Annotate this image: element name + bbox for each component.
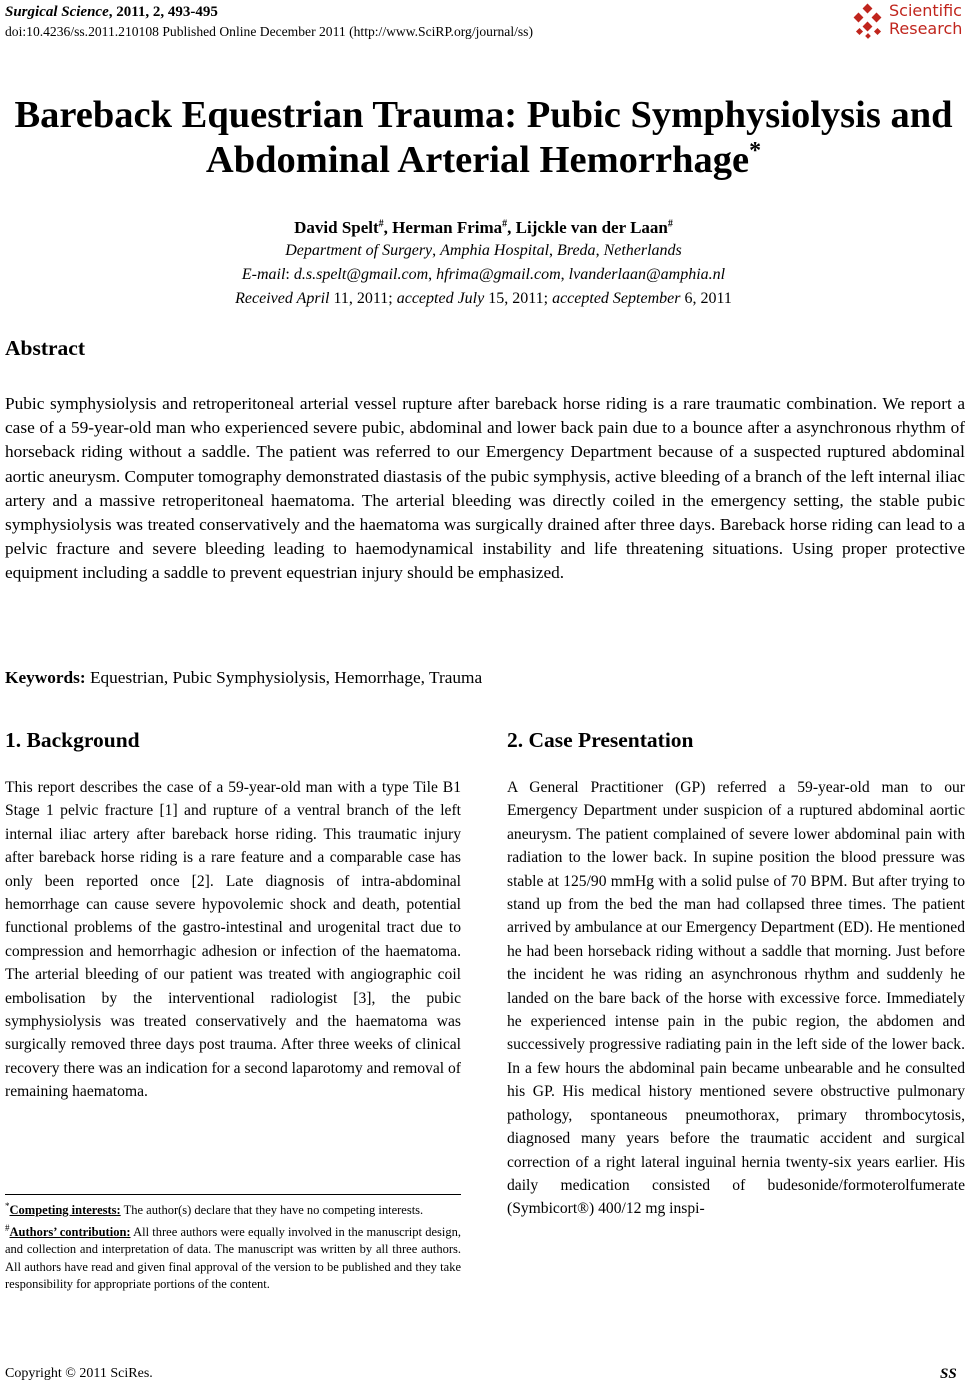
abstract-text: Pubic symphysiolysis and retroperitoneal arterial vessel rupture after bareback horse riding is a rare traumatic combination. We report a case of a 59-year-old man who experienced severe pubic, abdominal and lower back pain due to a bounce after a asynchronous rhythm of horseback riding without a saddle. The patient was referred to our Emergency Department because of a suspected ruptured abdominal aortic aneurysm. Computer tomography demonstrated diastasis of the pubic symphysis, active bleeding of a branch of the left internal iliac artery and a massive retroperitoneal haematoma. The arterial bleeding was directly coiled in the emergency setting, the stable pubic symphysiolysis was treated conservatively and the haematoma was surgically drained after three days. Bareback horse riding can lead to a pelvic fracture and severe bleeding leading to haemodynamical instability and life threatening situations. Using proper protective equipment including a saddle to prevent equestrian injury should be emphasized. xyxy=(5,394,965,583)
paper-title xyxy=(0,93,967,183)
email-line xyxy=(0,266,967,284)
footnote-label: Authors’ contribution: xyxy=(9,1224,131,1239)
footnotes xyxy=(5,1198,461,1293)
email-address[interactable]: lvanderlaan@amphia.nl xyxy=(568,266,726,283)
email-separator: , xyxy=(560,266,569,283)
doi-line: doi:10.4236/ss.2011.210108 Published Online December 2011 (http://www.SciRP.org/journal/ss) xyxy=(5,24,533,39)
publisher-logo xyxy=(849,2,964,42)
keywords-line xyxy=(5,668,482,688)
publisher-name-line2: Research xyxy=(889,19,963,38)
email-label: E-mail xyxy=(241,266,286,283)
title-line2 xyxy=(0,138,967,183)
journal-issue: , 2011, 2, 493-495 xyxy=(108,4,218,20)
keywords-label: Keywords: xyxy=(5,668,86,687)
footnote-divider xyxy=(5,1194,461,1195)
email-colon: : xyxy=(285,266,294,283)
email-separator: , xyxy=(428,266,437,283)
affiliation-dept: Department of Surgery xyxy=(285,242,433,259)
accepted-date: 15, 2011; xyxy=(484,290,553,307)
accepted2-date: 6, 2011 xyxy=(680,290,732,307)
author-mark: # xyxy=(378,218,384,230)
email-address[interactable]: hfrima@gmail.com xyxy=(436,266,561,283)
accepted2-label: accepted September xyxy=(552,290,681,307)
title-line2-text: Abdominal Arterial Hemorrhage xyxy=(205,139,750,181)
received-date: 11, 2011; xyxy=(329,290,397,307)
author-separator: , xyxy=(383,218,393,237)
publisher-logo-icon xyxy=(849,3,887,41)
abstract-heading: Abstract xyxy=(5,336,86,360)
author-name: Herman Frima xyxy=(392,218,503,237)
affiliation-separator: , xyxy=(549,242,558,259)
affiliation-separator: , xyxy=(432,242,441,259)
affiliation-hospital: Amphia Hospital xyxy=(440,242,550,259)
author-mark: # xyxy=(502,218,508,230)
background-text: This report describes the case of a 59-year-old man with a type Tile B1 Stage 1 pelvic fracture [1] and rupture of a ventral branch of the left internal iliac artery after bareback horse riding. This traumatic injury after bareback horse riding is a rare feature and a comparable case has only been reported once [2]. Late diagnosis of intra-abdominal hemorrhage can cause severe hypovolemic shock and death, potential functional problems of the gastro-intestinal and urogenital tract due to compression and hemorrhagic adhesion or infection of the haematoma. The arterial bleeding of our patient was treated with angiographic coil embolisation by the interventional radiologist [3], the pubic symphysiolysis was treated conservatively and the haematoma was surgically removed three days post trauma. After three weeks of clinical recovery there was an indication for a second laparotomy and removal of remaining haematoma. xyxy=(5,779,461,1101)
author-separator: , xyxy=(507,218,516,237)
author-name: David Spelt xyxy=(294,218,379,237)
section-heading-background: 1. Background xyxy=(5,728,140,752)
affiliation-city: Breda xyxy=(557,242,596,259)
journal-citation xyxy=(5,4,218,21)
section-heading-case-presentation: 2. Case Presentation xyxy=(507,728,694,752)
affiliation-country: Netherlands xyxy=(603,242,682,259)
publisher-name xyxy=(889,2,962,38)
affiliation-separator: , xyxy=(595,242,604,259)
case-presentation-text: A General Practitioner (GP) referred a 59-year-old man to our Emergency Department under suspicion of a ruptured abdominal aortic aneurysm. The patient complained of severe lower abdominal pain with radiation to the lower back. In supine position the blood pressure was stable at 125/90 mmHg with a solid pulse of 70 BPM. But after trying to stand up from the bed the man had collapsed three times. The patient arrived by ambulance at our Emergency Department (ED). He mentioned he had been horseback riding without a saddle that morning. Just before the incident he was riding an asynchronous rhythm and suddenly he landed on the bare back of the horse with excessive force. Immediately he experienced intense pain in the pubic region, the abdomen and successively progressive radiating pain in the left side of the lower back. In a few hours the abdominal pain became unbearable and he consulted his GP. His medical history mentioned severe obstructive pulmonary pathology, spontaneous pneumothorax, primary thrombocytosis, diagnosed many years before the traumatic accident and surgical correction of a right lateral inguinal hernia twenty-six years earlier. His daily medication consisted of budesonide/formoterolfumerate (Symbicort®) 400/12 mg inspi- xyxy=(507,779,965,1218)
author-list xyxy=(0,218,967,238)
author-mark: # xyxy=(667,218,673,230)
copyright: Copyright © 2011 SciRes. xyxy=(5,1366,153,1381)
footnote-text: All three authors were equally involved in the manuscript design, and collection and interpretation of data. The manuscript was written by all three authors. All authors have read and given final approval of the version to be published and they take responsibility for appropriate portions of the content. xyxy=(5,1224,461,1291)
author-name: Lijckle van der Laan xyxy=(515,218,668,237)
publication-dates xyxy=(0,290,967,308)
affiliation xyxy=(0,242,967,260)
footnote-competing-interests xyxy=(5,1198,461,1220)
received-label: Received April xyxy=(235,290,330,307)
journal-abbreviation: SS xyxy=(940,1366,957,1382)
footnote-label: Competing interests: xyxy=(9,1203,121,1218)
accepted-label: accepted July xyxy=(396,290,485,307)
footnote-mark: * xyxy=(5,1201,10,1211)
keywords-text: Equestrian, Pubic Symphysiolysis, Hemorrhage, Trauma xyxy=(85,668,483,687)
footnote-text: The author(s) declare that they have no competing interests. xyxy=(120,1203,424,1218)
journal-name: Surgical Science xyxy=(5,4,109,20)
title-line1: Bareback Equestrian Trauma: Pubic Symphysiolysis and xyxy=(14,94,953,136)
publisher-name-line1: Scientific xyxy=(889,1,962,20)
title-footnote-marker: * xyxy=(749,138,762,165)
footnote-authors-contribution xyxy=(5,1220,461,1294)
email-address[interactable]: d.s.spelt@gmail.com xyxy=(293,266,429,283)
footnote-mark: # xyxy=(5,1222,10,1233)
